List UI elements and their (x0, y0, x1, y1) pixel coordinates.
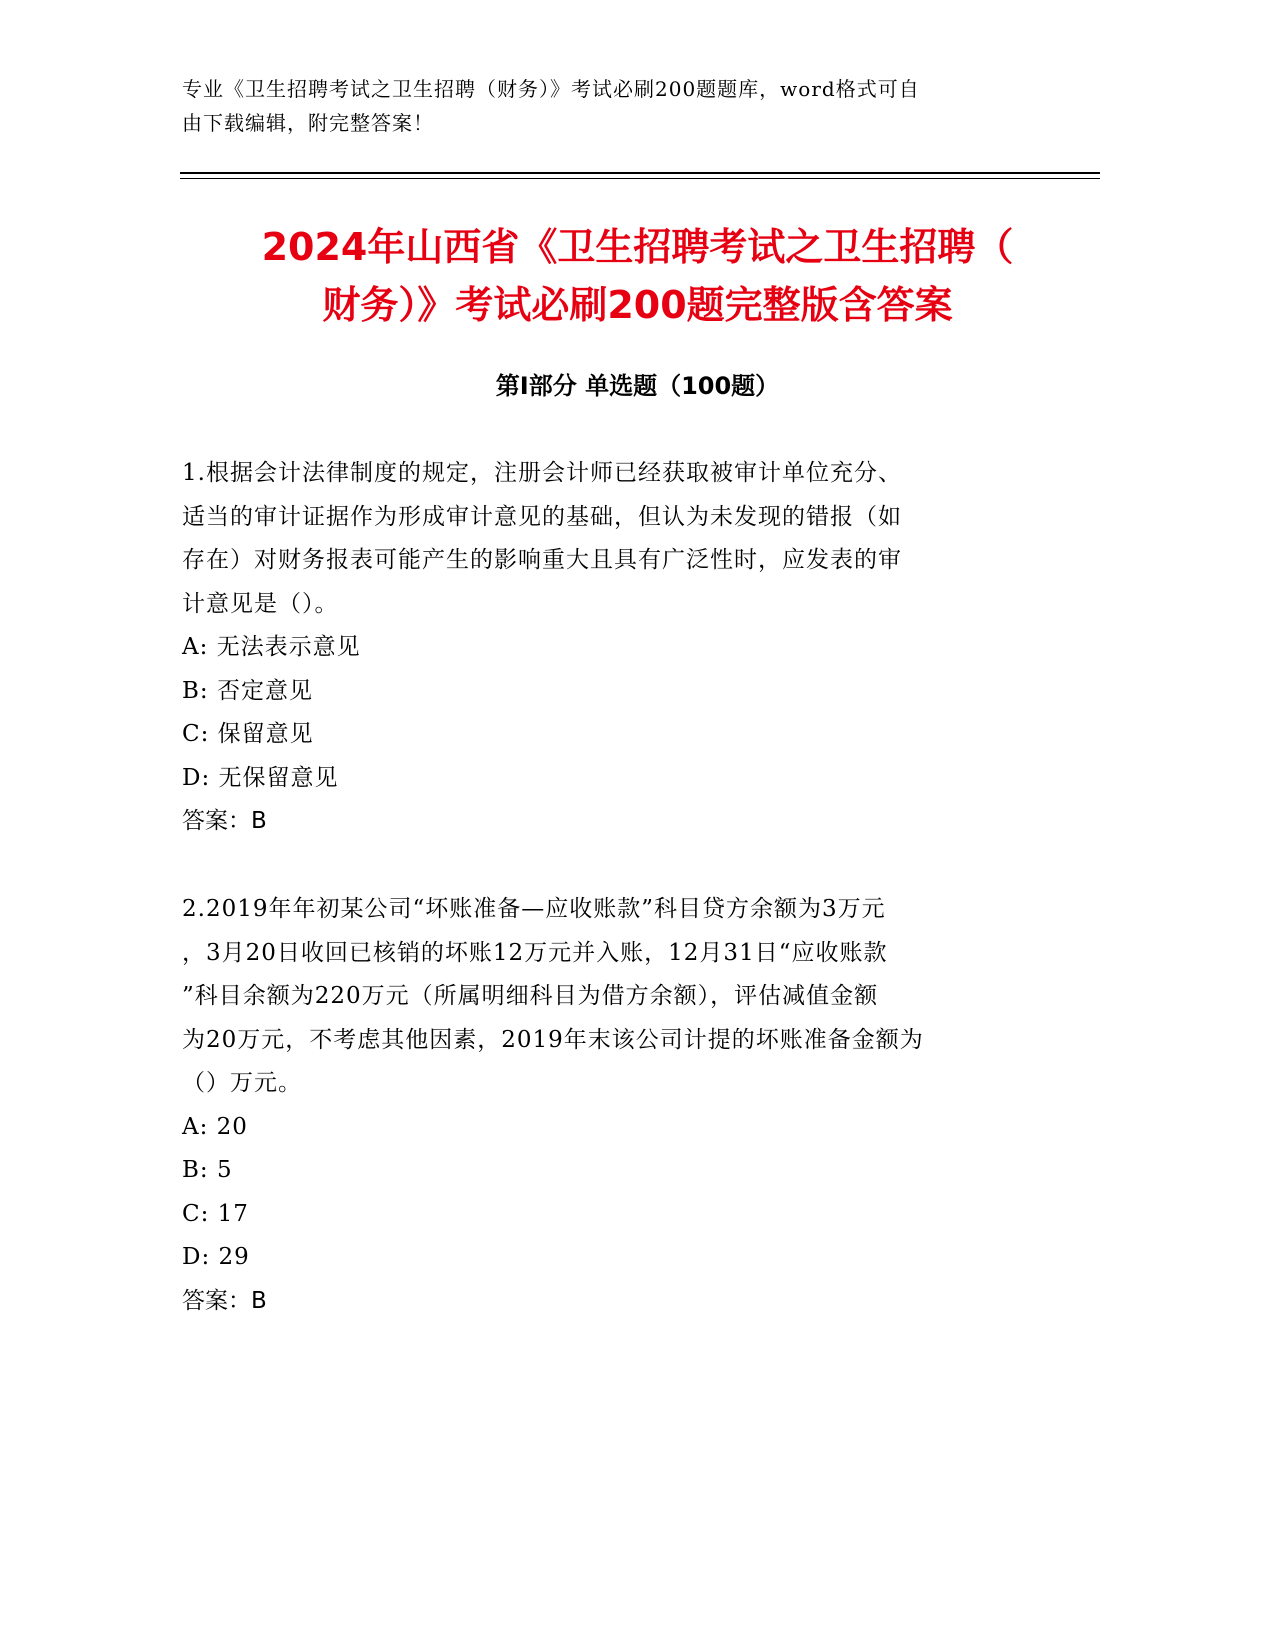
option-a: A: 无法表示意见 (182, 634, 361, 660)
header-note-line: 由下载编辑，附完整答案！ (182, 111, 434, 135)
option-b: B: 5 (182, 1157, 233, 1183)
question-stem-line: 2.2019年年初某公司“坏账准备—应收账款”科目贷方余额为3万元 (182, 896, 886, 922)
option-d: D: 29 (182, 1244, 250, 1270)
question-stem-line: 1.根据会计法律制度的规定，注册会计师已经获取被审计单位充分、 (182, 460, 902, 486)
header-note (182, 72, 1062, 140)
header-divider-thick (180, 172, 1100, 174)
option-d: D: 无保留意见 (182, 764, 339, 791)
option-a: A: 20 (182, 1113, 248, 1140)
option-b: B: 否定意见 (182, 677, 313, 704)
option-c: C: 保留意见 (182, 721, 314, 747)
question-stem-line: （）万元。 (182, 1070, 302, 1096)
question-stem-line: ，3月20日收回已核销的坏账12万元并入账，12月31日“应收账款 (182, 939, 888, 966)
header-note-line: 专业《卫生招聘考试之卫生招聘（财务）》考试必刷200题题库，word格式可自 (182, 77, 920, 101)
question-2 (182, 888, 1062, 1323)
answer-key: 答案：B (182, 808, 267, 834)
document-title (150, 218, 1125, 334)
answer-key: 答案：B (182, 1287, 267, 1314)
question-stem-line: ”科目余额为220万元（所属明细科目为借方余额），评估减值金额 (182, 983, 879, 1009)
section-title: 第Ⅰ部分 单选题（100题） (495, 372, 780, 400)
option-c: C: 17 (182, 1200, 249, 1227)
question-1 (182, 452, 1062, 844)
question-stem-line: 存在）对财务报表可能产生的影响重大且具有广泛性时，应发表的审 (182, 547, 902, 573)
question-stem-line: 为20万元，不考虑其他因素，2019年末该公司计提的坏账准备金额为 (182, 1026, 924, 1053)
document-title-line: 2024年山西省《卫生招聘考试之卫生招聘（ (261, 225, 1014, 269)
question-stem-line: 计意见是（）。 (182, 590, 339, 617)
document-title-line: 财务）》考试必刷200题完整版含答案 (322, 283, 953, 327)
question-stem-line: 适当的审计证据作为形成审计意见的基础，但认为未发现的错报（如 (182, 503, 902, 530)
header-divider-thin (180, 178, 1100, 179)
